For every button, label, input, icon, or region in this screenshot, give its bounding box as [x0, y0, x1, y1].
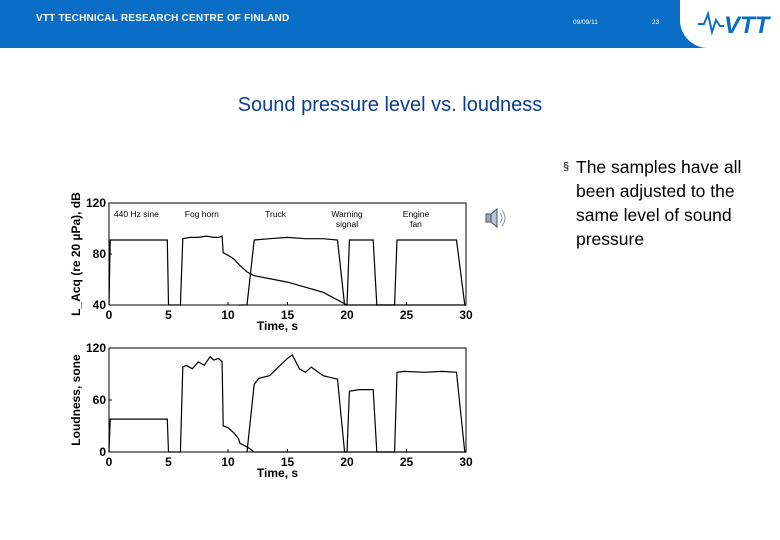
y-tick-label-1-0: 0	[99, 445, 106, 459]
y-tick-label-0-1: 80	[92, 247, 106, 261]
series-line-0-1	[239, 237, 466, 305]
series-line-0-0	[109, 236, 466, 305]
x-tick-label-0-6: 30	[459, 308, 473, 322]
x-tick-label-0-3: 15	[280, 308, 295, 322]
x-tick-label-1-1: 5	[165, 455, 172, 469]
annotation-3-line-0: Warning	[331, 209, 363, 219]
annotation-4-line-0: Engine	[402, 209, 430, 219]
y-axis-label-1: Loudness, sone	[69, 354, 83, 446]
x-tick-label-0-4: 20	[340, 308, 354, 322]
annotation-1-line-0: Fog horn	[184, 209, 219, 219]
y-tick-label-0-2: 120	[85, 196, 106, 210]
y-tick-label-1-2: 120	[85, 341, 106, 355]
x-tick-label-1-3: 15	[280, 455, 295, 469]
x-tick-label-1-5: 25	[399, 455, 414, 469]
y-axis-label-0: L_Acq (re 20 µPa), dB	[69, 192, 83, 316]
y-tick-label-0-0: 40	[92, 298, 106, 312]
bullet-marker: §	[563, 161, 570, 173]
annotation-0-line-0: 440 Hz sine	[113, 209, 159, 219]
x-tick-label-1-6: 30	[459, 455, 473, 469]
annotation-2-line-0: Truck	[265, 209, 287, 219]
x-tick-label-0-2: 10	[221, 308, 235, 322]
series-line-1-1	[247, 355, 466, 452]
x-tick-label-1-2: 10	[221, 455, 235, 469]
annotation-3-line-1: signal	[335, 219, 359, 229]
slide-title: Sound pressure level vs. loudness	[237, 94, 543, 116]
annotation-4-line-1: fan	[410, 219, 422, 229]
bullet-text: The samples have all been adjusted to the same level of sound pressure	[576, 157, 742, 249]
x-tick-label-1-4: 20	[340, 455, 354, 469]
slide-date: 09/09/11	[573, 19, 598, 26]
page-number: 23	[652, 19, 660, 26]
x-axis-label-0: Time, s	[256, 319, 299, 333]
organization-name: VTT TECHNICAL RESEARCH CENTRE OF FINLAND	[36, 13, 290, 24]
x-tick-label-0-0: 0	[105, 308, 113, 322]
x-tick-label-1-0: 0	[105, 455, 113, 469]
x-tick-label-0-5: 25	[399, 308, 414, 322]
logo-text: VTT	[724, 12, 770, 39]
y-tick-label-1-1: 60	[92, 393, 106, 407]
x-axis-label-1: Time, s	[256, 466, 299, 480]
x-tick-label-0-1: 5	[165, 308, 172, 322]
plot-frame-1	[109, 348, 466, 452]
series-line-1-0	[109, 357, 466, 452]
